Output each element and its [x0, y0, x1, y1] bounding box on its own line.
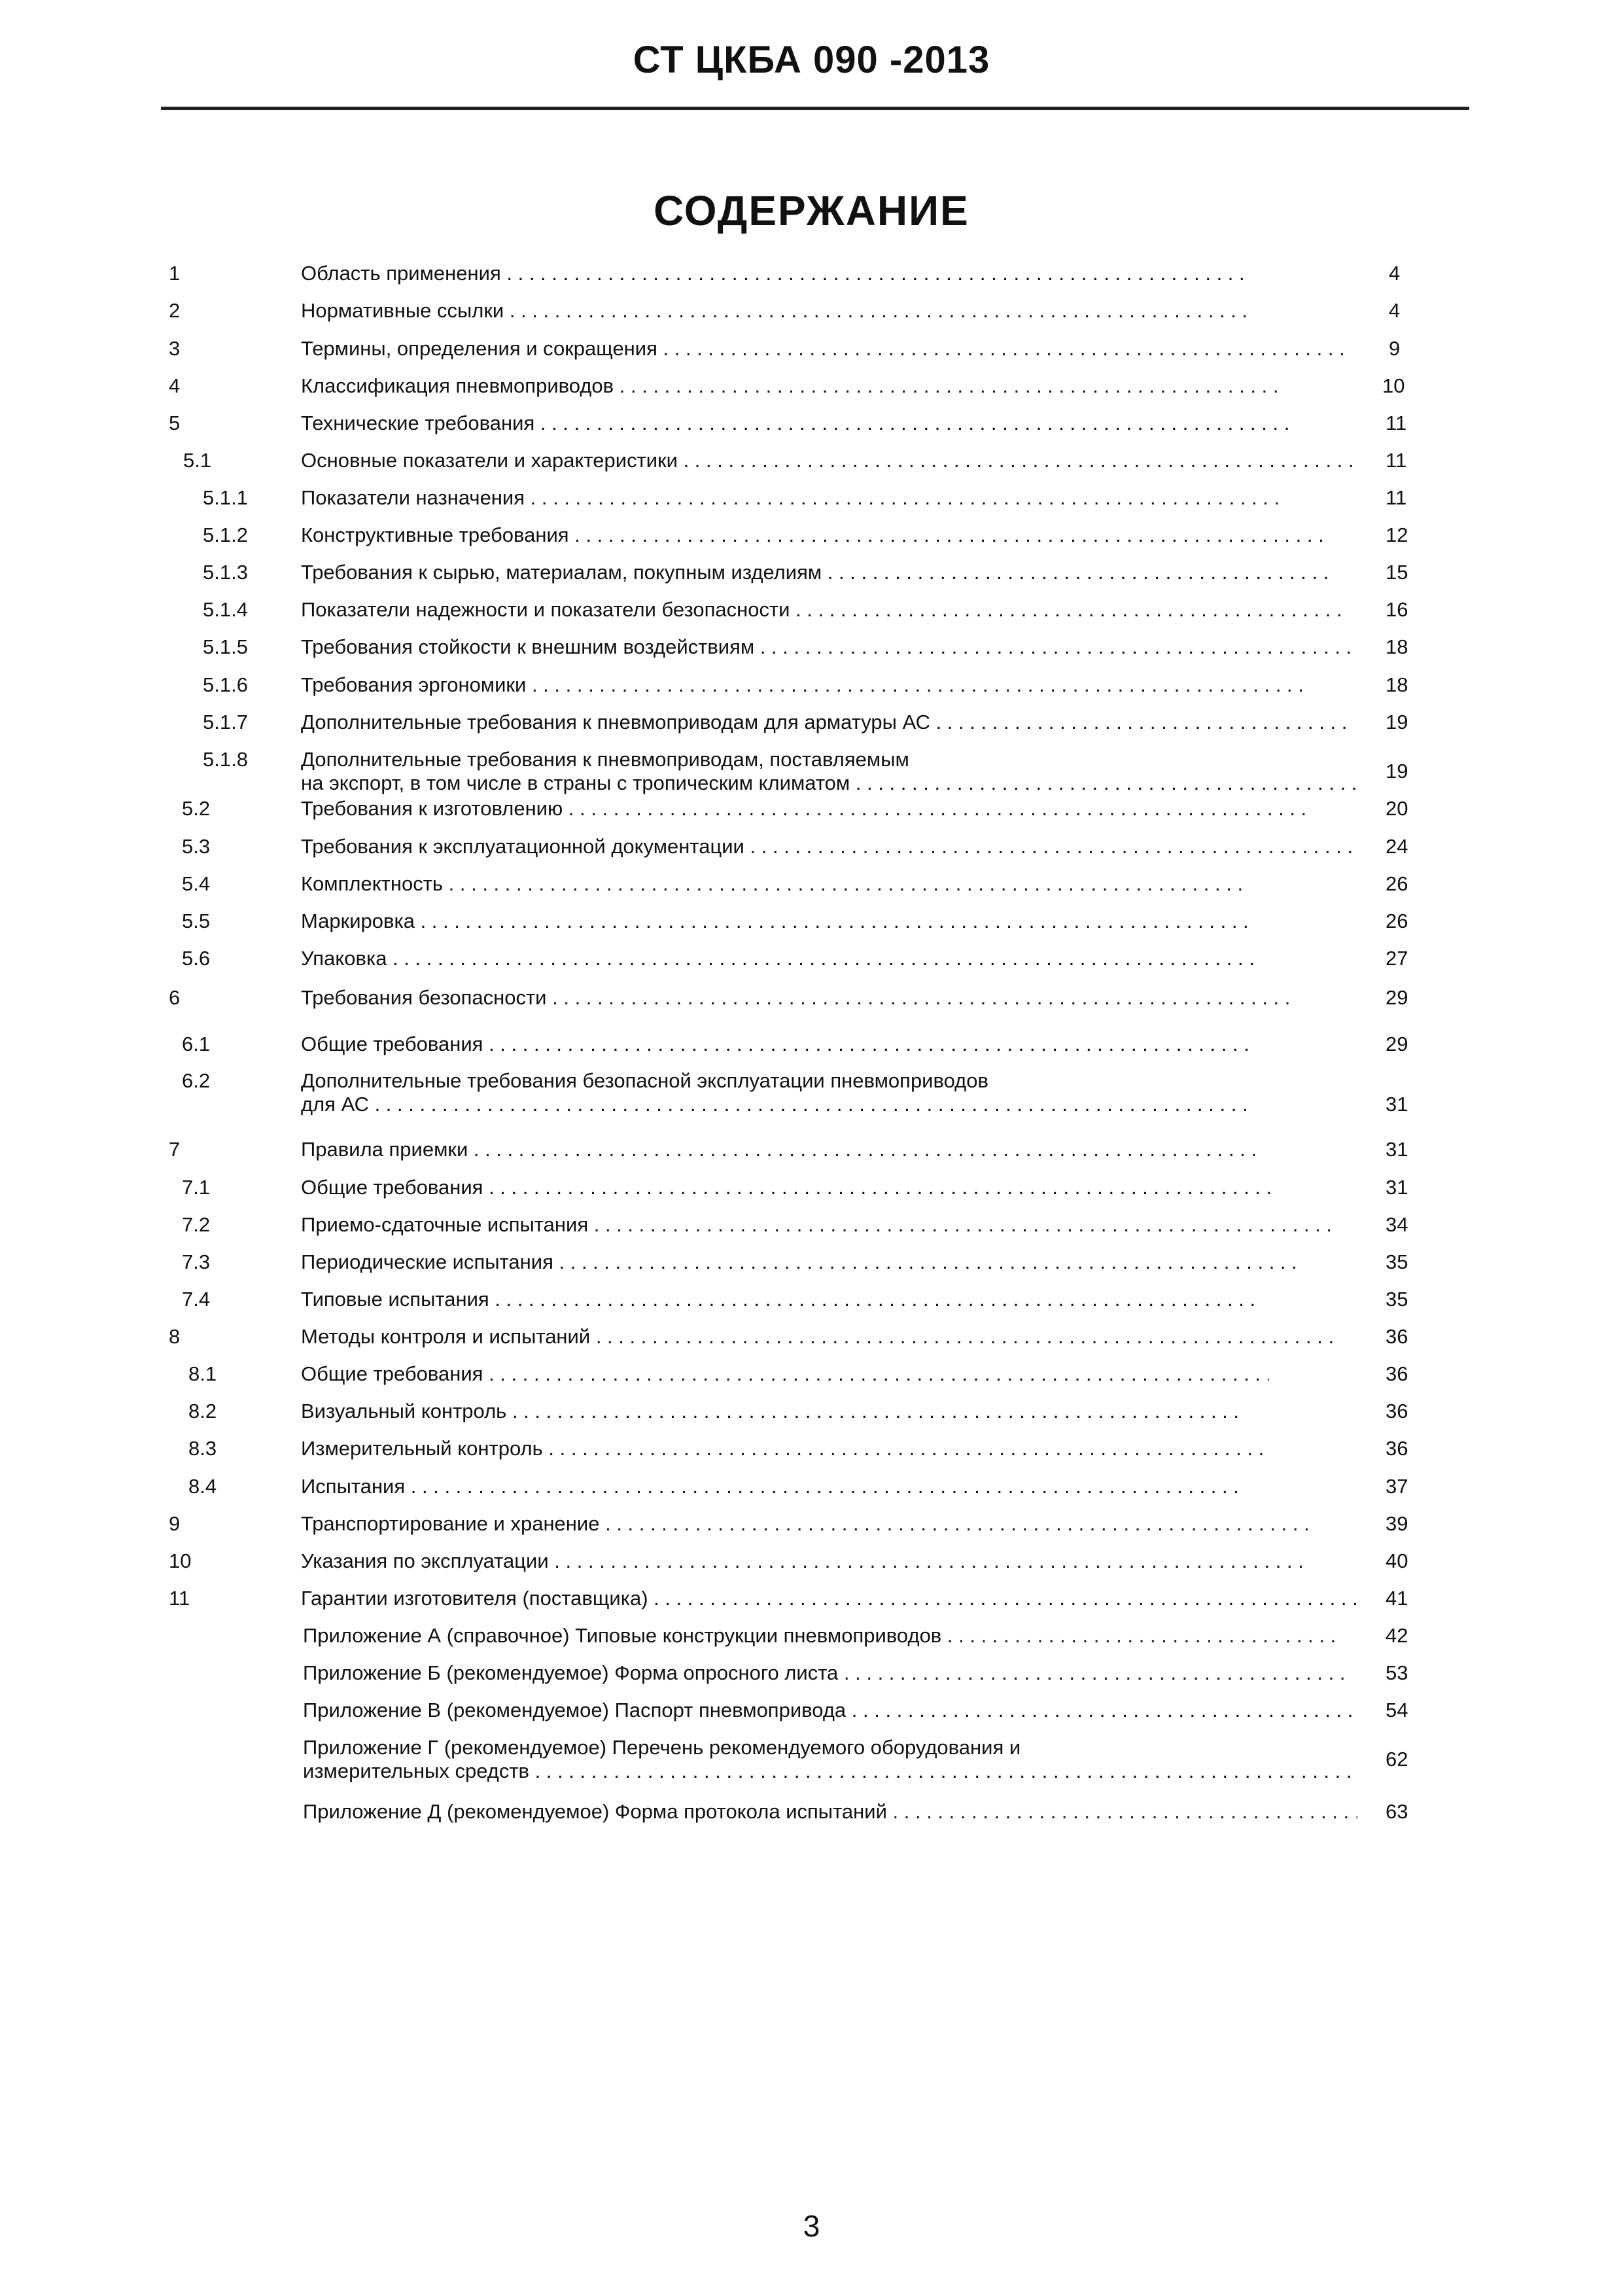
toc-entry-page: 18 [1386, 673, 1408, 696]
toc-entry-title: Типовые испытания . . . [301, 1288, 1263, 1311]
toc-entry-number: 1 [169, 262, 181, 285]
toc-entry-page: 31 [1386, 1138, 1408, 1161]
toc-entry-number: 5.6 [182, 947, 211, 970]
toc-entry-page: 20 [1386, 797, 1408, 820]
toc-entry-title: Конструктивные требования . . . [301, 523, 1328, 547]
toc-entry-page: 4 [1389, 299, 1401, 322]
toc-entry-page: 62 [1386, 1748, 1408, 1771]
toc-entry-title: Область применения . . . [301, 262, 1249, 285]
toc-entry-title: Общие требования . . . [301, 1033, 1256, 1056]
toc-entry-number: 11 [169, 1587, 190, 1610]
toc-entry-title: Термины, определения и сокращения . . . [301, 337, 1351, 361]
toc-entry-number: 7 [169, 1138, 181, 1161]
toc-entry-title-line2: измерительных средств . . . [303, 1759, 1351, 1783]
document-code-header: СТ ЦКБА 090 -2013 [633, 39, 990, 81]
toc-entry-page: 36 [1386, 1362, 1408, 1385]
toc-entry-number: 5.3 [182, 835, 211, 858]
toc-entry-title: Маркировка . . . [301, 910, 1256, 933]
toc-entry-number: 10 [169, 1549, 192, 1572]
toc-entry-page: 19 [1386, 711, 1408, 733]
toc-entry-title [301, 1069, 1246, 1116]
toc-entry-page: 40 [1386, 1549, 1408, 1572]
toc-entry-title: Требования эргономики . . . [301, 673, 1302, 697]
toc-entry-page: 35 [1386, 1288, 1408, 1311]
toc-entry-page: 36 [1386, 1325, 1408, 1348]
toc-entry-title-line1: Дополнительные требования безопасной эксплуатации пневмоприводов [301, 1069, 988, 1092]
toc-entry-page: 9 [1389, 337, 1401, 360]
toc-entry-title: Нормативные ссылки . . . [301, 299, 1249, 323]
toc-entry-page: 18 [1386, 635, 1408, 658]
toc-entry-page: 4 [1389, 262, 1401, 285]
toc-entry-number: 7.1 [182, 1176, 211, 1199]
toc-entry-page: 63 [1386, 1800, 1408, 1823]
toc-entry-page: 19 [1386, 760, 1408, 783]
toc-entry-title: Упаковка . . . [301, 947, 1256, 970]
toc-entry-page: 11 [1386, 449, 1407, 472]
toc-entry-title: Показатели назначения . . . [301, 486, 1279, 510]
toc-entry-page: 26 [1386, 910, 1408, 932]
toc-heading: СОДЕРЖАНИЕ [654, 187, 969, 234]
toc-entry-number: 5.2 [182, 797, 211, 820]
toc-entry-page: 37 [1386, 1475, 1408, 1498]
toc-entry-title: Периодические испытания . . . [301, 1250, 1299, 1274]
toc-entry-title: Требования к эксплуатационной документации . . . [301, 835, 1357, 858]
toc-entry-title: Измерительный контроль . . . [301, 1437, 1263, 1460]
toc-entry-title: Приложение Д (рекомендуемое) Форма протокола испытаний . . . [303, 1800, 1357, 1824]
header-rule [161, 107, 1469, 110]
toc-entry-number: 5.1.1 [203, 486, 248, 509]
toc-entry-page: 39 [1386, 1512, 1408, 1535]
toc-entry-page: 31 [1386, 1176, 1408, 1199]
toc-entry-title [303, 1736, 1351, 1783]
toc-entry-title: Указания по эксплуатации . . . [301, 1549, 1308, 1573]
toc-entry-page: 41 [1386, 1587, 1408, 1610]
toc-entry-title [301, 748, 1364, 795]
toc-entry-page: 11 [1386, 486, 1407, 509]
toc-entry-page: 10 [1382, 374, 1405, 397]
toc-entry-page: 27 [1386, 947, 1408, 970]
toc-entry-number: 4 [169, 374, 181, 397]
toc-entry-number: 6.2 [182, 1069, 211, 1092]
toc-entry-page: 31 [1386, 1093, 1408, 1116]
toc-entry-page: 29 [1386, 1033, 1408, 1055]
toc-entry-page: 16 [1386, 598, 1408, 621]
toc-entry-title: Приложение Б (рекомендуемое) Форма опросного листа . . . [303, 1661, 1348, 1685]
toc-entry-number: 6.1 [182, 1033, 211, 1055]
toc-entry-number: 8 [169, 1325, 181, 1348]
toc-entry-title: Общие требования . . . [301, 1176, 1279, 1199]
toc-entry-number: 5.1.4 [203, 598, 248, 621]
page-number: 3 [803, 2209, 820, 2243]
toc-entry-number: 5.1.2 [203, 523, 248, 546]
toc-entry-number: 6 [169, 986, 181, 1009]
toc-entry-page: 12 [1386, 523, 1408, 546]
toc-entry-page: 36 [1386, 1437, 1408, 1460]
toc-entry-title: Дополнительные требования к пневмоприводам для арматуры АС . . . [301, 711, 1354, 734]
toc-entry-number: 3 [169, 337, 181, 360]
toc-entry-number: 5.5 [182, 910, 211, 932]
toc-entry-page: 26 [1386, 872, 1408, 895]
toc-entry-number: 5.1.5 [203, 635, 248, 658]
toc-entry-page: 54 [1386, 1699, 1408, 1722]
toc-entry-page: 24 [1386, 835, 1408, 858]
toc-entry-title: Приложение А (справочное) Типовые конструкции пневмоприводов . . . [303, 1624, 1335, 1648]
toc-entry-title: Общие требования . . . [301, 1362, 1269, 1386]
toc-entry-title: Технические требования . . . [301, 412, 1292, 435]
toc-entry-number: 8.4 [188, 1475, 217, 1498]
toc-entry-number: 7.3 [182, 1250, 211, 1273]
toc-entry-title: Требования стойкости к внешним воздействиям . . . [301, 635, 1354, 659]
toc-entry-title: Визуальный контроль . . . [301, 1400, 1246, 1423]
toc-entry-number: 5.1.7 [203, 711, 248, 733]
toc-entry-page: 29 [1386, 986, 1408, 1009]
toc-entry-title-line1: Дополнительные требования к пневмоприводам, поставляемым [301, 748, 909, 771]
toc-entry-number: 8.2 [188, 1400, 217, 1422]
toc-entry-number: 7.2 [182, 1213, 211, 1236]
toc-entry-page: 36 [1386, 1400, 1408, 1422]
toc-entry-title: Транспортирование и хранение . . . [301, 1512, 1312, 1536]
toc-entry-page: 53 [1386, 1661, 1408, 1684]
toc-entry-title: Приемо-сдаточные испытания . . . [301, 1213, 1335, 1237]
toc-entry-number: 7.4 [182, 1288, 211, 1311]
toc-entry-page: 11 [1386, 412, 1407, 434]
toc-entry-number: 8.3 [188, 1437, 217, 1460]
toc-entry-title: Правила приемки . . . [301, 1138, 1256, 1161]
toc-entry-number: 5.1.6 [203, 673, 248, 696]
toc-entry-title: Требования к сырью, материалам, покупным изделиям . . . [301, 561, 1328, 584]
toc-entry-title: Требования к изготовлению . . . [301, 797, 1312, 821]
toc-entry-title: Испытания . . . [301, 1475, 1246, 1498]
toc-entry-title-line1: Приложение Г (рекомендуемое) Перечень рекомендуемого оборудования и [303, 1736, 1021, 1759]
toc-entry-number: 5.1.8 [203, 748, 248, 771]
toc-entry-number: 5 [169, 412, 181, 434]
toc-entry-title: Гарантии изготовителя (поставщика) . . . [301, 1587, 1364, 1610]
toc-entry-number: 5.1.3 [203, 561, 248, 584]
toc-entry-number: 8.1 [188, 1362, 217, 1385]
toc-entry-title: Требования безопасности . . . [301, 986, 1292, 1010]
toc-entry-title: Комплектность . . . [301, 872, 1249, 896]
toc-entry-title: Классификация пневмоприводов . . . [301, 374, 1279, 398]
toc-entry-number: 5.1 [183, 449, 212, 472]
toc-entry-title: Методы контроля и испытаний . . . [301, 1325, 1335, 1349]
toc-entry-page: 42 [1386, 1624, 1408, 1647]
toc-entry-title: Приложение В (рекомендуемое) Паспорт пневмопривода . . . [303, 1699, 1354, 1722]
toc-entry-number: 9 [169, 1512, 181, 1535]
toc-entry-title-line2: для АС . . . [301, 1093, 1246, 1116]
toc-entry-number: 5.4 [182, 872, 211, 895]
toc-entry-page: 34 [1386, 1213, 1408, 1236]
toc-entry-number: 2 [169, 299, 181, 322]
toc-entry-title: Основные показатели и характеристики . . . [301, 449, 1361, 472]
toc-entry-title-line2: на экспорт, в том числе в страны с тропическим климатом . . . [301, 771, 1364, 795]
toc-entry-page: 35 [1386, 1250, 1408, 1273]
toc-entry-page: 15 [1386, 561, 1408, 584]
toc-entry-title: Показатели надежности и показатели безопасности . . . [301, 598, 1348, 622]
